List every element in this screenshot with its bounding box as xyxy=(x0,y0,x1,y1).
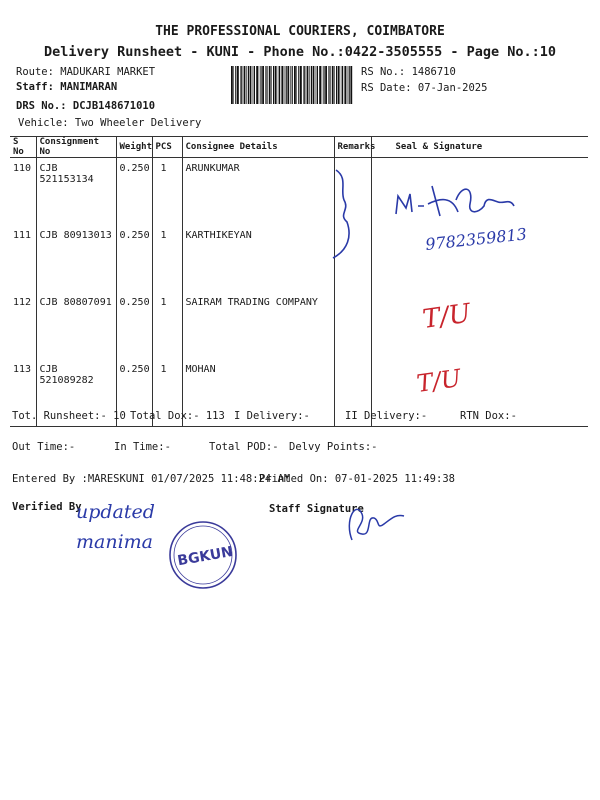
handwritten-tu-row4: T/U xyxy=(414,364,463,398)
cell-consignment: CJB 80913013 xyxy=(36,225,116,292)
office-stamp xyxy=(170,522,236,588)
cell-weight: 0.250 xyxy=(116,225,152,292)
col-header-consignment: Consignment No xyxy=(36,137,116,158)
col-header-weight: Weight xyxy=(116,137,152,158)
company-title: THE PROFESSIONAL COURIERS, COIMBATORE xyxy=(155,24,445,39)
total-dox: Total Dox:- 113 xyxy=(130,410,225,422)
handwritten-tu-row3: T/U xyxy=(420,298,473,335)
total-pod: Total POD:- xyxy=(209,441,279,453)
col-header-remarks: Remarks xyxy=(334,137,371,158)
col-header-pcs: PCS xyxy=(152,137,182,158)
remarks-bracket-mark xyxy=(333,170,349,258)
handwritten-phone: 9782359813 xyxy=(424,224,528,254)
rtn-dox: RTN Dox:- xyxy=(460,410,517,422)
signature-scribble-row1 xyxy=(396,186,514,216)
cell-pcs: 1 xyxy=(152,292,182,359)
staff-signature-scribble xyxy=(349,509,404,540)
col-header-consignee: Consignee Details xyxy=(182,137,334,158)
handwritten-manima: manima xyxy=(76,531,154,553)
cell-sno: 110 xyxy=(13,163,32,174)
cell-consignment: CJB 521089282 xyxy=(36,359,116,427)
delvy-points: Delvy Points:- xyxy=(289,441,378,453)
drs-number: DRS No.: DCJB148671010 xyxy=(16,100,156,112)
cell-weight: 0.250 xyxy=(116,359,152,427)
vehicle-label: Vehicle: Two Wheeler Delivery xyxy=(18,117,202,129)
entered-by: Entered By :MARESKUNI 01/07/2025 11:48:24 AM xyxy=(12,473,291,485)
cell-sno: 111 xyxy=(13,230,32,241)
cell-pcs: 1 xyxy=(152,225,182,292)
cell-consignment: CJB 521153134 xyxy=(36,158,116,226)
rs-number: RS No.: 1486710 xyxy=(361,66,456,78)
runsheet-subtitle: Delivery Runsheet - KUNI - Phone No.:0422-3505555 - Page No.:10 xyxy=(43,44,557,60)
cell-pcs: 1 xyxy=(152,158,182,226)
cell-consignee: ARUNKUMAR xyxy=(182,158,334,226)
verified-by-label: Verified By xyxy=(12,501,82,513)
cell-sno: 112 xyxy=(13,297,32,308)
cell-weight: 0.250 xyxy=(116,292,152,359)
col-header-signature: Seal & Signature xyxy=(371,137,588,158)
out-time: Out Time:- xyxy=(12,441,76,453)
svg-text:BGKUN: BGKUN xyxy=(176,543,235,570)
cell-sno: 113 xyxy=(10,359,36,427)
i-delivery: I Delivery:- xyxy=(234,410,310,422)
cell-consignee: SAIRAM TRADING COMPANY xyxy=(182,292,334,359)
cell-consignee: MOHAN xyxy=(182,359,334,427)
handwritten-updated: updated xyxy=(76,501,155,523)
printed-on: Printed On: 07-01-2025 11:49:38 xyxy=(259,473,455,485)
cell-pcs: 1 xyxy=(152,359,182,427)
staff-signature-label: Staff Signature xyxy=(269,503,364,515)
staff-label: Staff: MANIMARAN xyxy=(16,81,118,93)
tot-runsheet: Tot. Runsheet:- 10 xyxy=(12,410,126,422)
cell-consignment: CJB 80807091 xyxy=(36,292,116,359)
route-label: Route: MADUKARI MARKET xyxy=(16,66,156,78)
ii-delivery: II Delivery:- xyxy=(345,410,428,422)
rs-date: RS Date: 07-Jan-2025 xyxy=(361,82,488,94)
col-header-sno: S No xyxy=(10,137,36,158)
in-time: In Time:- xyxy=(114,441,171,453)
cell-consignee: KARTHIKEYAN xyxy=(182,225,334,292)
cell-weight: 0.250 xyxy=(116,158,152,226)
